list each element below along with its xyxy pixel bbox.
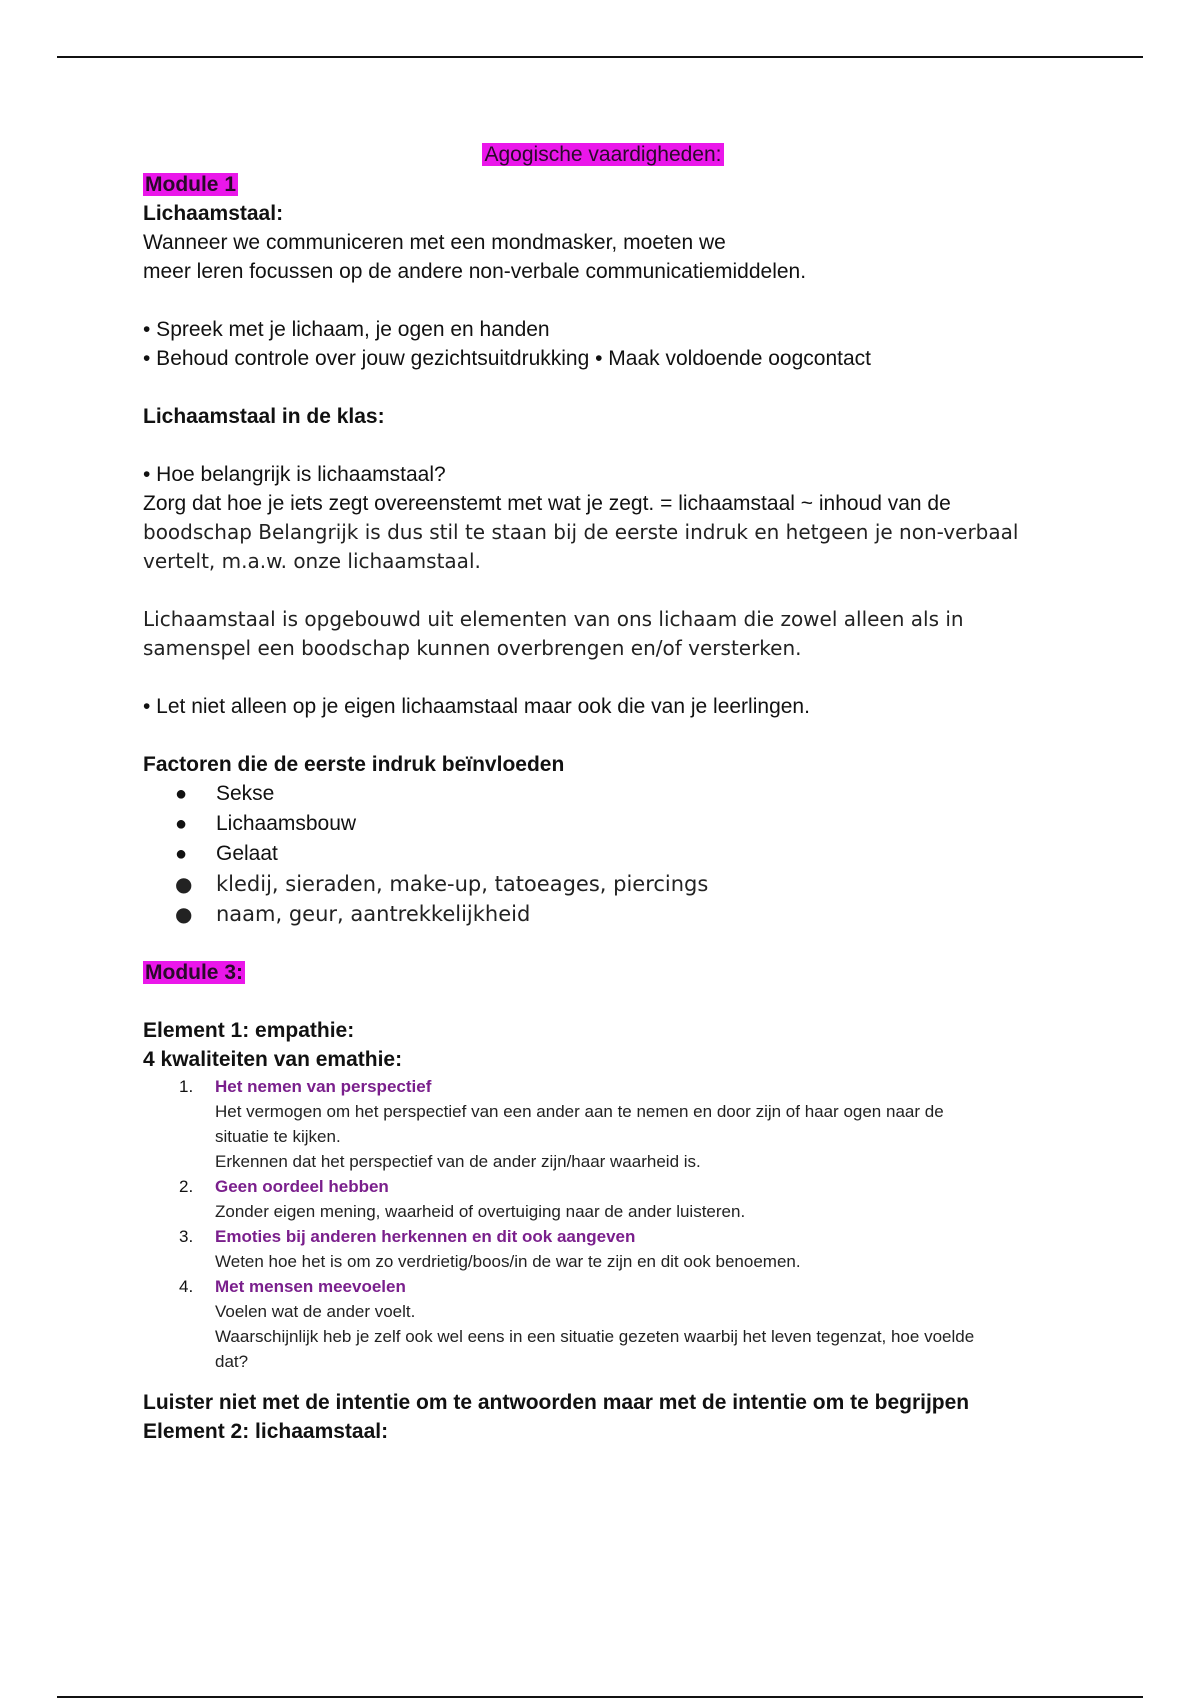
bullet-icon: ● — [175, 813, 188, 835]
footer-rule — [57, 1696, 1143, 1698]
bullet-icon: ● — [175, 872, 193, 896]
list-item: 3. Emoties bij anderen herkennen en dit ook aangeven Weten hoe het is om zo verdrietig/boos/in de war te zijn en dit ook benoemen. — [215, 1224, 1063, 1274]
list-item: ● naam, geur, aantrekkelijkheid — [175, 899, 1063, 929]
intro-line-2: meer leren focussen op de andere non-verbale communicatiemiddelen. — [143, 260, 807, 283]
intro-line-1: Wanneer we communiceren met een mondmasker, moeten we — [143, 231, 726, 254]
luister-quote: Luister niet met de intentie om te antwoorden maar met de intentie om te begrijpen — [143, 1391, 970, 1414]
list-item: 2. Geen oordeel hebben Zonder eigen mening, waarheid of overtuiging naar de ander luisteren. — [215, 1174, 1063, 1224]
module-3-heading: Module 3: — [145, 961, 243, 984]
kwaliteit-title: Emoties bij anderen herkennen en dit ook aangeven — [215, 1227, 636, 1246]
para-1-line-1: Zorg dat hoe je iets zegt overeenstemt met wat je zegt. = lichaamstaal ~ inhoud van de — [143, 492, 951, 515]
list-item: ● Gelaat — [175, 839, 1063, 869]
list-item: ● kledij, sieraden, make-up, tatoeages, piercings — [175, 869, 1063, 899]
para-2-line-1: Lichaamstaal is opgebouwd uit elementen van ons lichaam die zowel alleen als in — [143, 607, 964, 631]
factoren-list — [143, 779, 1063, 929]
para-2-line-2: samenspel een boodschap kunnen overbrengen en/of versterken. — [143, 636, 802, 660]
lichaamstaal-heading: Lichaamstaal: — [143, 202, 284, 225]
factoren-heading: Factoren die de eerste indruk beïnvloeden — [143, 753, 565, 776]
list-item: 1. Het nemen van perspectief Het vermogen om het perspectief van een ander aan te nemen en door zijn of haar ogen naar de situatie te kijken. Erkennen dat het perspectief van de ander zijn/haar waarheid is. — [215, 1074, 1063, 1174]
question-1: • Hoe belangrijk is lichaamstaal? — [143, 463, 446, 486]
element-1-heading: Element 1: empathie: — [143, 1019, 355, 1042]
bullet-icon: ● — [175, 783, 188, 805]
para-1-line-3: vertelt, m.a.w. onze lichaamstaal. — [143, 549, 481, 573]
document-title: Agogische vaardigheden: — [484, 143, 722, 166]
bullet-icon: ● — [175, 843, 188, 865]
list-item: ● Sekse — [175, 779, 1063, 809]
list-item: 4. Met mensen meevoelen Voelen wat de ander voelt. Waarschijnlijk heb je zelf ook wel eens in een situatie gezeten waarbij het leven tegenzat, hoe voelde dat? — [215, 1274, 1063, 1374]
kwaliteit-title: Geen oordeel hebben — [215, 1177, 389, 1196]
module-1-heading: Module 1 — [145, 173, 237, 196]
header-rule — [57, 56, 1143, 58]
kwaliteiten-list — [143, 1074, 1063, 1374]
klas-heading: Lichaamstaal in de klas: — [143, 405, 385, 428]
tip-1: • Spreek met je lichaam, je ogen en handen — [143, 318, 550, 341]
list-item: ● Lichaamsbouw — [175, 809, 1063, 839]
tip-3: • Let niet alleen op je eigen lichaamstaal maar ook die van je leerlingen. — [143, 695, 810, 718]
kwaliteit-title: Het nemen van perspectief — [215, 1077, 432, 1096]
tip-2: • Behoud controle over jouw gezichtsuitdrukking • Maak voldoende oogcontact — [143, 347, 871, 370]
document-title-row — [143, 140, 1063, 170]
kwaliteit-title: Met mensen meevoelen — [215, 1277, 406, 1296]
kwaliteiten-heading: 4 kwaliteiten van emathie: — [143, 1048, 403, 1071]
element-2-heading: Element 2: lichaamstaal: — [143, 1420, 389, 1443]
bullet-icon: ● — [175, 902, 193, 926]
para-1-line-2: boodschap Belangrijk is dus stil te staan bij de eerste indruk en hetgeen je non-verbaal — [143, 520, 1019, 544]
document-page — [143, 140, 1063, 1446]
